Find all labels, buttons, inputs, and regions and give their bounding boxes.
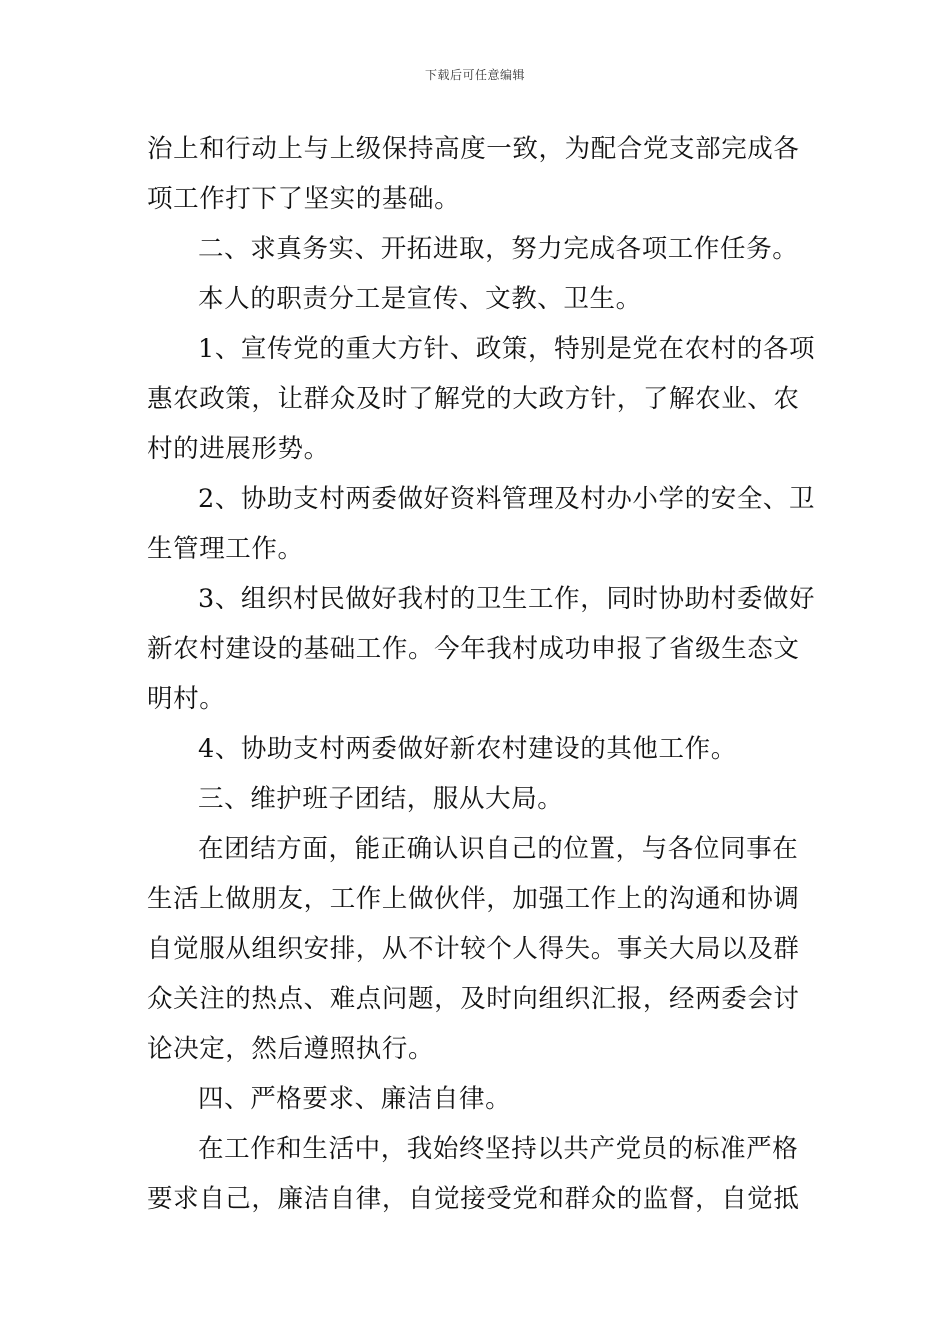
text-line: 论决定，然后遵照执行。 (147, 1034, 435, 1064)
page-header: 下载后可任意编辑 (424, 68, 525, 82)
section-heading: 四、严格要求、廉洁自律。 (198, 1084, 512, 1114)
section-heading: 二、求真务实、开拓进取，努力完成各项工作任务。 (198, 234, 799, 264)
section-heading: 三、维护班子团结，服从大局。 (198, 784, 564, 814)
list-item: 2、协助支村两委做好资料管理及村办小学的安全、卫 (198, 484, 816, 514)
text-line: 项工作打下了坚实的基础。 (147, 184, 461, 214)
text-line: 惠农政策，让群众及时了解党的大政方针，了解农业、农 (147, 384, 800, 414)
text-line: 众关注的热点、难点问题，及时向组织汇报，经两委会讨 (147, 984, 800, 1014)
text-line: 在工作和生活中，我始终坚持以共产党员的标准严格 (198, 1134, 799, 1164)
list-item: 1、宣传党的重大方针、政策，特别是党在农村的各项 (198, 334, 816, 364)
list-item: 3、组织村民做好我村的卫生工作，同时协助村委做好 (198, 584, 816, 614)
text-line: 生活上做朋友，工作上做伙伴，加强工作上的沟通和协调 (147, 884, 800, 914)
text-line: 治上和行动上与上级保持高度一致，为配合党支部完成各 (147, 134, 800, 164)
text-line: 新农村建设的基础工作。今年我村成功申报了省级生态文 (147, 634, 800, 664)
text-line: 生管理工作。 (147, 534, 304, 564)
text-line: 要求自己，廉洁自律，自觉接受党和群众的监督，自觉抵 (147, 1184, 800, 1214)
text-line: 自觉服从组织安排，从不计较个人得失。事关大局以及群 (147, 934, 800, 964)
text-line: 本人的职责分工是宣传、文教、卫生。 (198, 284, 642, 314)
text-line: 在团结方面，能正确认识自己的位置，与各位同事在 (198, 834, 799, 864)
text-line: 明村。 (147, 684, 226, 714)
document-body (147, 124, 816, 1224)
list-item: 4、协助支村两委做好新农村建设的其他工作。 (198, 734, 737, 764)
text-line: 村的进展形势。 (147, 434, 330, 464)
